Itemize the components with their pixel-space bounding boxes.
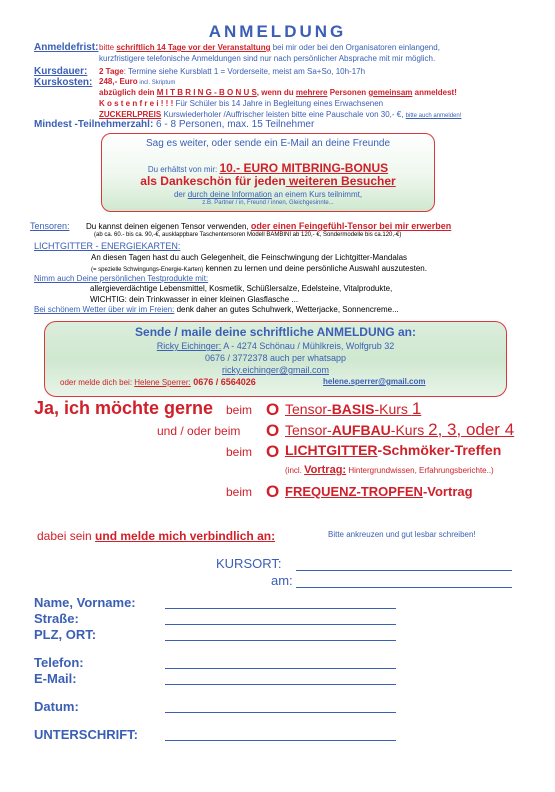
choice1-beim: beim	[226, 403, 253, 417]
page-title: ANMELDUNG	[208, 22, 347, 41]
anmeldefrist-line2: kurzfristigere telefonische Anmeldungen sind nur nach persönlicher Absprache mit mir möglich.	[99, 54, 436, 63]
lichtgitter-line1: An diesen Tagen hast du auch Gelegenheit, die Feinschwingung der Lichtgitter-Mandalas	[91, 253, 408, 262]
choice-headline: Ja, ich möchte gerne	[34, 398, 214, 418]
name-label: Name, Vorname:	[34, 595, 136, 610]
kurskosten-label: Kurskosten:	[34, 77, 93, 88]
wetter-line: Bei schönem Wetter über wir im Freien: denk daher an gutes Schuhwerk, Wetterjacke, Sonnencreme...	[34, 305, 399, 314]
testprodukte-line1: allergieverdächtige Lebensmittel, Kosmetik, Schüßlersalze, Edelsteine, Vitalprodukte,	[90, 284, 393, 293]
choice1-label: Tensor-BASIS-Kurs 1	[285, 399, 422, 418]
plz-label: PLZ, ORT:	[34, 627, 97, 642]
unterschrift-field[interactable]	[165, 740, 396, 741]
kursort-field[interactable]	[296, 570, 512, 571]
tensoren-prices: (ab ca. 60.- bis ca. 90,-€, ausklappbare Taschentensoren Modell BAMBINI ab 120,- €, Sondermodelle bis ca.120,-€)	[94, 232, 402, 238]
bonus-box-line2: Du erhältst von mir: 10.- EURO MITBRING-BONUS	[147, 161, 389, 175]
plz-field[interactable]	[165, 640, 396, 641]
email-label: E-Mail:	[34, 671, 77, 686]
strasse-label: Straße:	[34, 611, 79, 626]
contact-box-phone: 0676 / 3772378 auch per whatsapp	[204, 353, 347, 363]
choice2-oder: und / oder beim	[157, 424, 241, 438]
kurskosten-zuckerlpreis: ZUCKERLPREIS Kurswiederholer /Auffrischer leisten bitte eine Pauschale von 30,- €, bitte auch anmelden!	[99, 110, 462, 119]
anmeldefrist-line1: bitte schriftlich 14 Tage vor der Veranstaltung bei mir oder bei den Organisatoren einlangend,	[99, 43, 440, 52]
kurskosten-price: 248,- Euro incl. Skriptum	[99, 77, 176, 86]
kursort-label: KURSORT:	[216, 556, 282, 571]
datum-field[interactable]	[165, 712, 396, 713]
choice3-beim: beim	[226, 445, 253, 459]
choice3-label: LICHTGITTER-Schmöker-Treffen	[285, 442, 502, 458]
contact-box-alt-email[interactable]: helene.sperrer@gmail.com	[323, 377, 426, 386]
bonus-box-line5: z.B. Partner / in, Freund / innen, Gleichgesinnte...	[202, 200, 334, 206]
choice1-checkbox[interactable]: O	[266, 400, 280, 419]
bonus-box-line1: Sag es weiter, oder sende ein E-Mail an deine Freunde	[145, 138, 391, 149]
telefon-label: Telefon:	[34, 655, 84, 670]
choice2-checkbox[interactable]: O	[266, 421, 280, 440]
kurskosten-kostenfrei: K o s t e n f r e i ! ! ! Für Schüler bis 14 Jahre in Begleitung eines Erwachsenen	[99, 99, 384, 108]
name-field[interactable]	[165, 608, 396, 609]
strasse-field[interactable]	[165, 624, 396, 625]
contact-box-alt: oder melde dich bei: Helene Sperrer: 0676 / 6564026	[60, 377, 256, 387]
lichtgitter-label: LICHTGITTER - ENERGIEKARTEN:	[34, 241, 181, 251]
testprodukte-line2: WICHTIG: dein Trinkwasser in einer kleinen Glasflasche ...	[90, 295, 299, 304]
kursort-am-label: am:	[271, 573, 293, 588]
kurskosten-bonus-line: abzüglich dein M I T B R I N G - B O N U S, wenn du mehrere Personen gemeinsam anmeldest!	[99, 88, 457, 97]
dabei-line: dabei sein und melde mich verbindlich an:	[37, 529, 276, 543]
choice3-sub: (incl. Vortrag: Hintergrundwissen, Erfahrungsberichte..)	[285, 464, 494, 476]
lichtgitter-line2: (= spezielle Schwingungs-Energie-Karten) kennen zu lernen und deine persönliche Auswahl auszutesten.	[91, 264, 427, 273]
anmeldefrist-label: Anmeldefrist:	[34, 42, 99, 53]
contact-box-address: Ricky Eichinger: A - 4274 Schönau / Mühlkreis, Wolfgrub 32	[156, 341, 395, 351]
unterschrift-label: UNTERSCHRIFT:	[34, 727, 138, 742]
mindest-teilnehmer: Mindest -Teilnehmerzahl: 6 - 8 Personen, max. 15 Teilnehmer	[34, 119, 315, 130]
kursdauer-text: 2 Tage: Termine siehe Kursblatt 1 = Vorderseite, meist am Sa+So, 10h-17h	[99, 67, 366, 76]
bonus-box-line4: der durch deine Information an einem Kurs teilnimmt,	[173, 190, 363, 199]
bonus-box-line3: als Dankeschön für jeden weiteren Besucher	[140, 174, 396, 188]
testprodukte-label: Nimm auch Deine persönlichen Testprodukte mit:	[34, 274, 209, 283]
dabei-note: Bitte ankreuzen und gut lesbar schreiben!	[328, 530, 476, 539]
tensoren-label: Tensoren:	[30, 221, 70, 231]
kursort-am-field[interactable]	[296, 587, 512, 588]
choice2-label: Tensor-AUFBAU-Kurs 2, 3, oder 4	[285, 420, 515, 439]
choice3-checkbox[interactable]: O	[266, 442, 280, 461]
contact-box-email[interactable]: ricky.eichinger@gmail.com	[222, 365, 329, 375]
choice4-label: FREQUENZ-TROPFEN-Vortrag	[285, 484, 473, 499]
contact-box-title: Sende / maile deine schriftliche ANMELDUNG an:	[135, 325, 416, 339]
datum-label: Datum:	[34, 699, 79, 714]
choice4-checkbox[interactable]: O	[266, 482, 280, 501]
tensoren-text: Du kannst deinen eigenen Tensor verwenden, oder einen Feingefühl-Tensor bei mir erwerben	[86, 221, 452, 231]
kursdauer-label: Kursdauer:	[34, 66, 88, 77]
choice4-beim: beim	[226, 485, 253, 499]
telefon-field[interactable]	[165, 668, 396, 669]
email-field[interactable]	[165, 684, 396, 685]
